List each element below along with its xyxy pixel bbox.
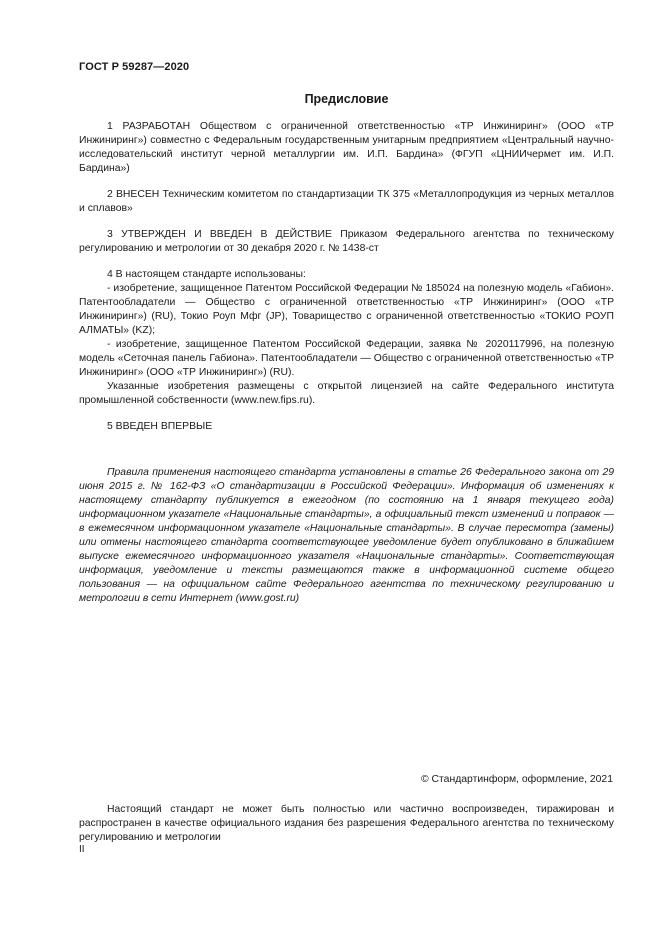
page-number: II [79,844,85,855]
paragraph-license: Указанные изобретения размещены с открытой лицензией на сайте Федерального института промышленной собственности (www.new.fips.ru). [79,381,614,406]
paragraph-patent-1: - изобретение, защищенное Патентом Российской Федерации № 185024 на полезную модель «Габион». Патентообладатели — Общество с ограниченной ответственностью «ТР Инжиниринг» (ООО «ТР Инжиниринг») (RU), Токио Роуп Мфг (JP), Товарищество с ограниченной ответственностью «ТОКИО РОУП АЛМАТЫ» (KZ); [79,283,614,336]
foreword-body [79,120,614,434]
copyright-line: © Стандартинформ, оформление, 2021 [420,774,613,785]
note-text: Правила применения настоящего стандарта установлены в статье 26 Федерального закона от 29 июня 2015 г. № 162-ФЗ «О стандартизации в Российской Федерации». Информация об изменениях к настоящему стандарту публикуется в ежегодном (по состоянию на 1 января текущего года) информационном указателе «Национальные стандарты», а официальный текст изменений и поправок — в ежемесячном информационном указателе «Национальные стандарты». В случае пересмотра (замены) или отмены настоящего стандарта соответствующее уведомление будет опубликовано в ближайшем выпуске ежемесячного информационного указателя «Национальные стандарты». Соответствующая информация, уведомление и тексты размещаются также в информационной системе общего пользования — на официальном сайте Федерального агентства по техническому регулированию и метрологии в сети Интернет (www.gost.ru) [79,467,614,604]
paragraph-approved: 3 УТВЕРЖДЕН И ВВЕДЕН В ДЕЙСТВИЕ Приказом Федерального агентства по техническому регулированию и метрологии от 30 декабря 2020 г. № 1438-ст [79,229,614,254]
legal-notice [79,803,614,845]
paragraph-introduced: 2 ВНЕСЕН Техническим комитетом по стандартизации ТК 375 «Металлопродукция из черных металлов и сплавов» [79,189,614,214]
page-title: Предисловие [304,92,389,106]
paragraph-patent-2: - изобретение, защищенное Патентом Российской Федерации, заявка № 2020117996, на полезную модель «Сеточная панель Габиона». Патентообладатели — Общество с ограниченной ответственностью «ТР Инжиниринг» (ООО «ТР Инжиниринг») (RU). [79,339,614,378]
paragraph-developed: 1 РАЗРАБОТАН Обществом с ограниченной ответственностью «ТР Инжиниринг» (ООО «ТР Инжиниринг») совместно с Федеральным государственным унитарным предприятием «Центральный научно-исследовательский институт черной металлургии им. И.П. Бардина» (ФГУП «ЦНИИчермет им. И.П. Бардина») [79,121,614,174]
legal-text: Настоящий стандарт не может быть полностью или частично воспроизведен, тиражирован и распространен в качестве официального издания без разрешения Федерального агентства по техническому регулированию и метрологии [79,804,614,843]
standard-code: ГОСТ Р 59287—2020 [79,61,190,73]
paragraph-used: 4 В настоящем стандарте использованы: [107,269,306,280]
application-note [79,466,614,606]
paragraph-first-introduced: 5 ВВЕДЕН ВПЕРВЫЕ [107,421,213,432]
